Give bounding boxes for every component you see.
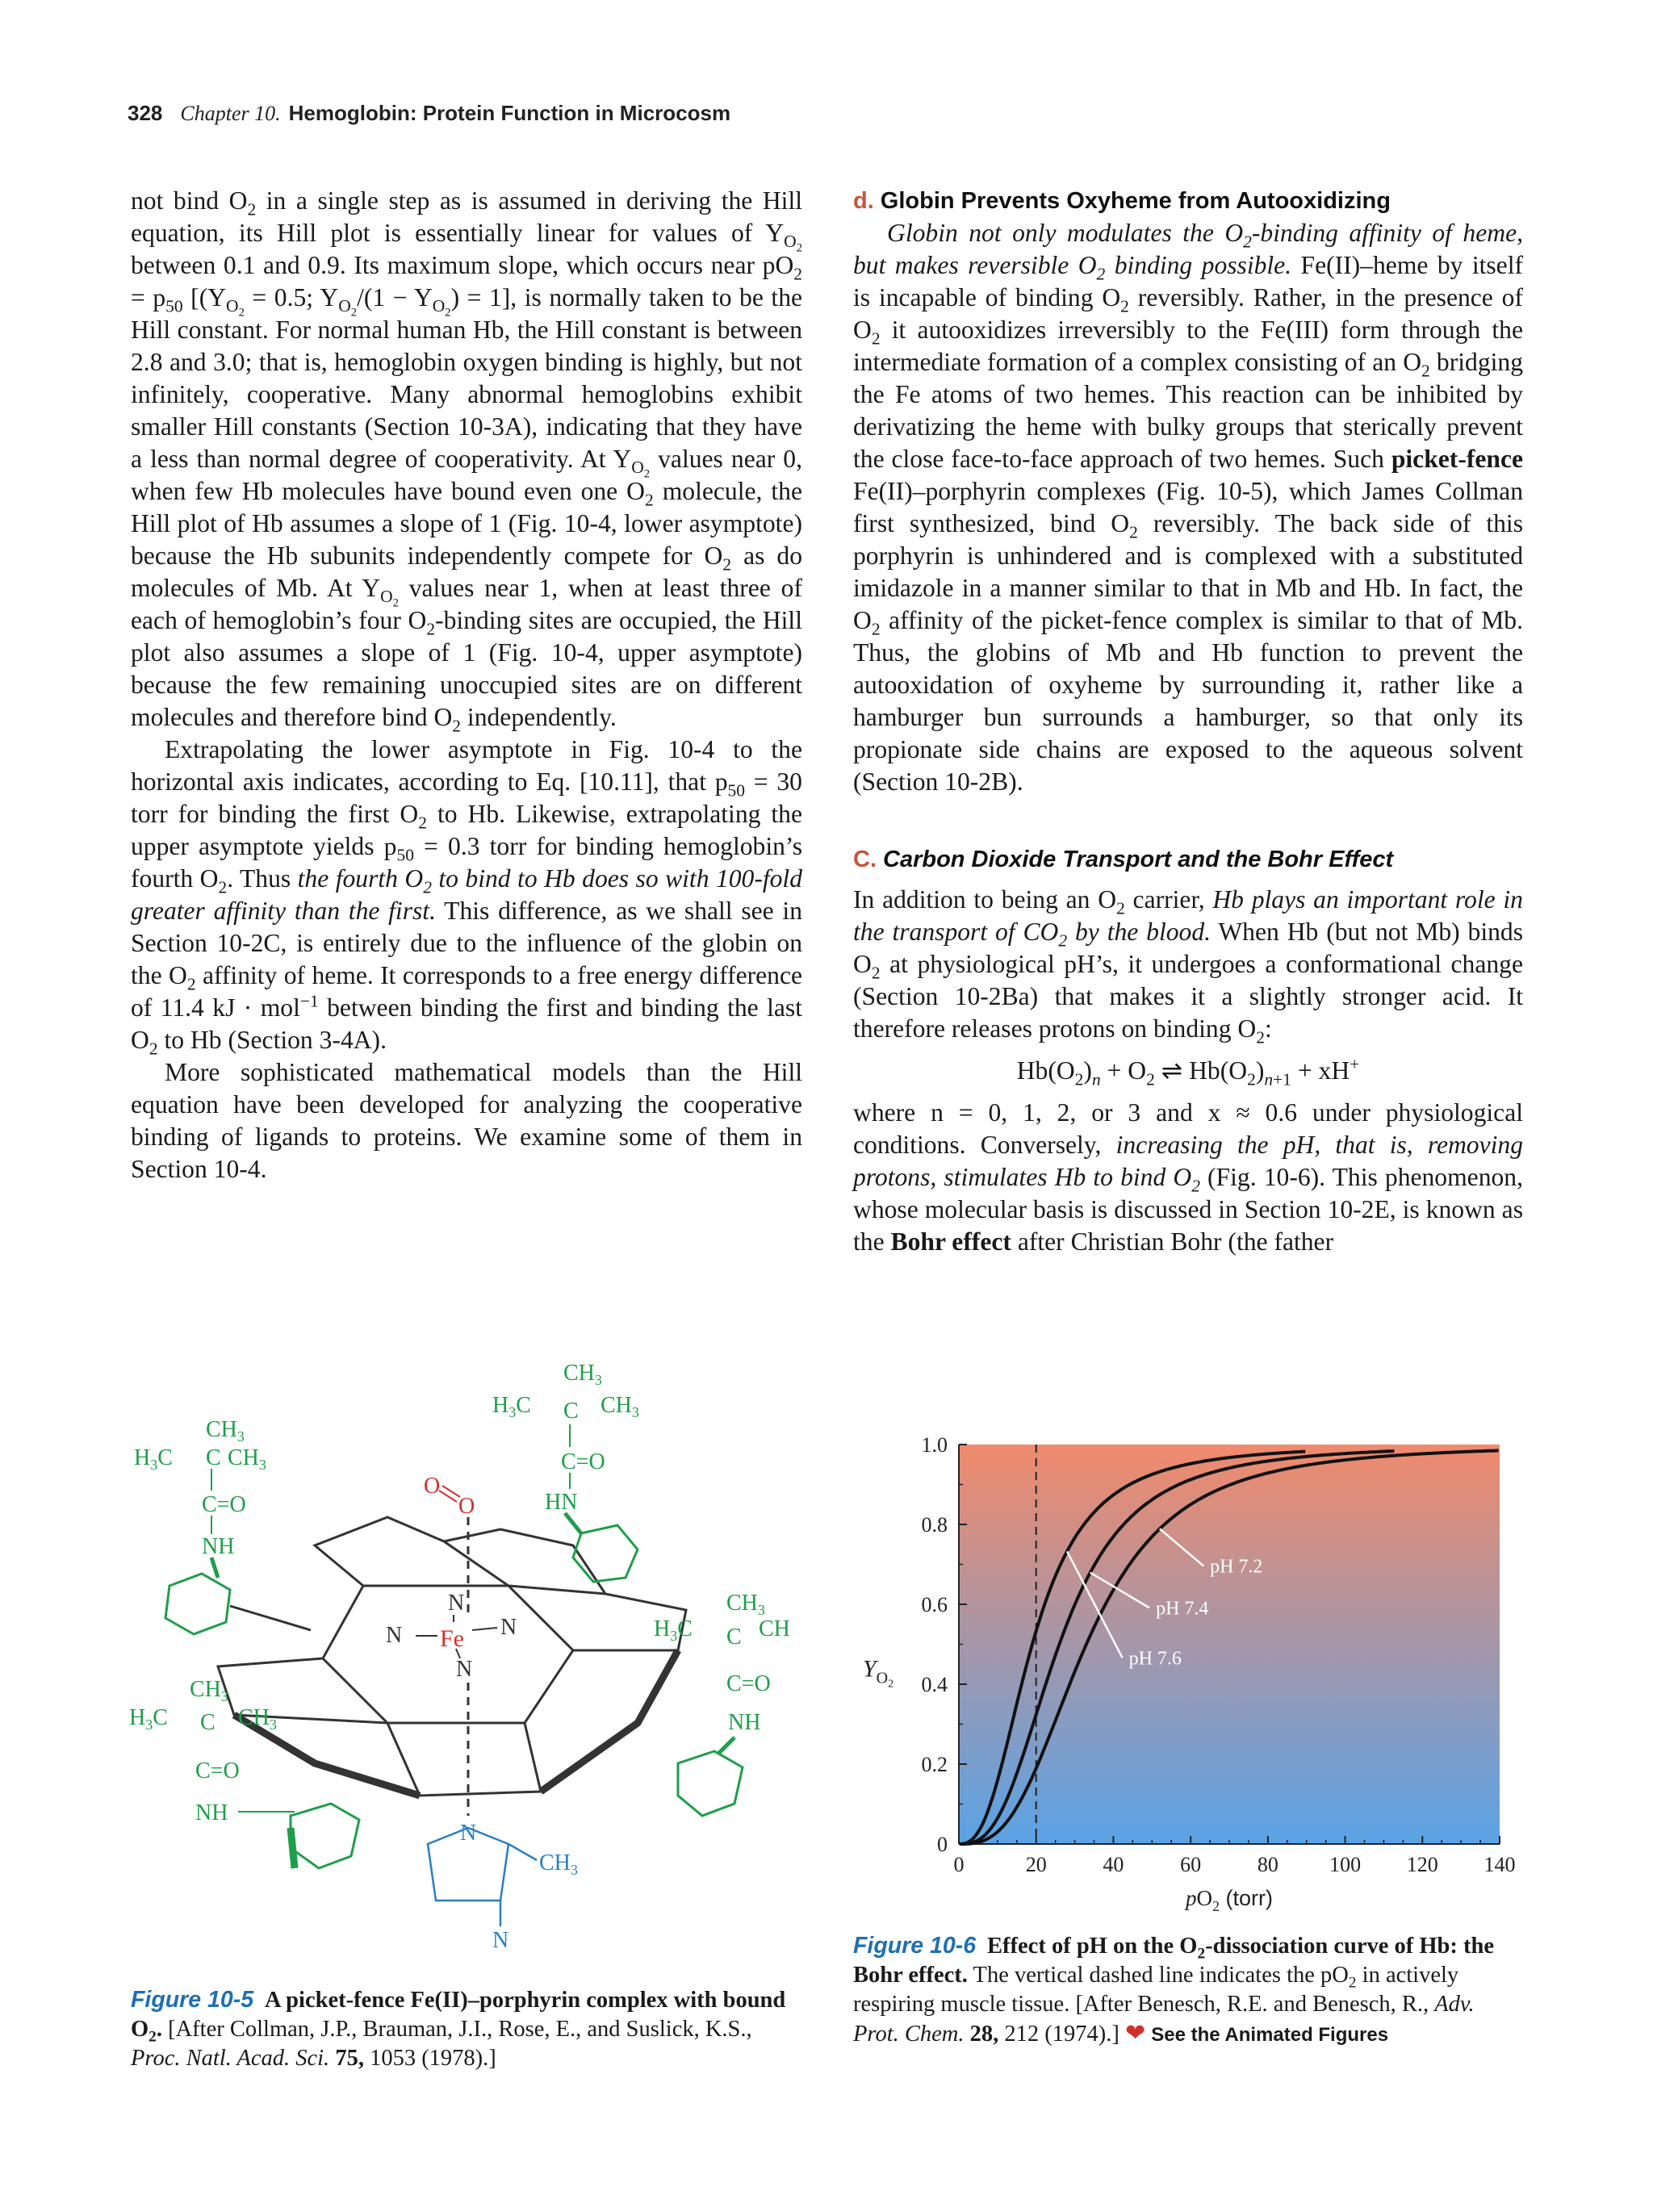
paragraph-bohr-effect: where n = 0, 1, 2, or 3 and x ≈ 0.6 under physiological conditions. Conversely, increasing the pH, that is, removing protons, stimulates Hb to bind $O_2$ (Fig. 10-6). This phenomenon, whose molecular basis is discussed in Section 10-2E, is known as the Bohr effect after Christian Bohr (the father	[853, 1098, 1523, 1256]
x-tick-label: 80	[1257, 1853, 1278, 1876]
iron-atom: Fe	[440, 1625, 464, 1652]
picket2-hn: HN	[545, 1490, 578, 1515]
picket1-carbonyl: C=O	[202, 1492, 246, 1517]
figure-10-5-label: Figure 10-5	[131, 1987, 254, 2013]
picket1-ch3-right: $CH_3$	[228, 1445, 266, 1473]
paragraph-globin: Globin not only modulates the $O_2$-binding affinity of heme, but makes reversible $O_2$ binding possible. Fe(II)–heme by itself is incapable of binding $O_2$ reversibly. Rather, in the presence of $O_2$ it autooxidizes irreversibly to the Fe(III) form through the intermediate formation of a complex consisting of an $O_2$ bridging the Fe atoms of two hemes. This reaction can be inhibited by derivatizing the heme with bulky groups that sterically prevent the close face-to-face approach of two hemes. Such picket-fence Fe(II)–porphyrin complexes (Fig. 10-5), which James Collman first synthesized, bind $O_2$ reversibly. The back side of this porphyrin is unhindered and is complexed with a substituted imidazole in a manner similar to that in Mb and Hb. In fact, the $O_2$ affinity of the picket-fence complex is similar to that of Mb. Thus, the globins of Mb and Hb function to prevent the autooxidation of oxyheme by surrounding it, rather like a hamburger bun surrounds a hamburger, so that only its propionate side chains are exposed to the aqueous solvent (Section 10-2B).	[853, 219, 1524, 796]
picket3-ch3-top: $CH_3$	[726, 1591, 765, 1618]
nitrogen-3: N	[448, 1591, 465, 1616]
left-column	[131, 185, 802, 1185]
page-number: 328	[128, 101, 163, 125]
y-tick-label: 0.6	[921, 1593, 948, 1616]
nitrogen-4: N	[456, 1657, 473, 1682]
x-tick-label: 140	[1484, 1853, 1516, 1876]
picket2-ch3-top: $CH_3$	[563, 1361, 602, 1388]
x-tick-label: 20	[1025, 1853, 1047, 1876]
curve-label: pH 7.6	[1128, 1648, 1182, 1670]
x-tick-label: 0	[953, 1853, 965, 1876]
picket4-nh: NH	[195, 1800, 228, 1825]
plot-area	[959, 1445, 1500, 1844]
bohr-equation: $Hb(O_2)_n + O_2$ ⇌ $Hb(O_2)_{n+1} + xH^+$	[1016, 1054, 1360, 1089]
x-tick-label: 120	[1406, 1853, 1438, 1876]
right-column	[853, 185, 1523, 1258]
picket4-ch3-top: $CH_3$	[190, 1677, 228, 1704]
picket-fence-structure	[121, 1344, 831, 1973]
picket1-nh: NH	[202, 1534, 235, 1559]
figure-10-5-caption: Figure 10-5 A picket-fence Fe(II)–porphyrin complex with bound $O_2$. [After Collman, J.P., Brauman, J.I., Rose, E., and Suslick, K.S., Proc. Natl. Acad. Sci. 75, 1053 (1978).]	[131, 1987, 786, 2071]
figure-10-6-caption: Figure 10-6 Effect of pH on the $O_2$-dissociation curve of Hb: the Bohr effect. The vertical dashed line indicates the $pO_2$ in actively respiring muscle tissue. [After Benesch, R.E. and Benesch, R., Adv. Prot. Chem. 28, 212 (1974).] ❤ See the Animated Figures	[853, 1933, 1494, 2047]
paragraph-hill-plot: not bind $O_2$ in a single step as is assumed in deriving the Hill equation, its Hill plot is essentially linear for values of $Y_{O_2}$ between 0.1 and 0.9. Its maximum slope, which occurs near $pO_2 = p_{50}$ [($Y_{O_2} = 0.5$; $Y_{O_2}/(1 - Y_{O_2}) = 1$], is normally taken to be the Hill constant. For normal human Hb, the Hill constant is between 2.8 and 3.0; that is, hemoglobin oxygen binding is highly, but not infinitely, cooperative. Many abnormal hemoglobins exhibit smaller Hill constants (Section 10-3A), indicating that they have a less than normal degree of cooperativity. At $Y_{O_2}$ values near 0, when few Hb molecules have bound even one $O_2$ molecule, the Hill plot of Hb assumes a slope of 1 (Fig. 10-4, lower asymptote) because the Hb subunits independently compete for $O_2$ as do molecules of Mb. At $Y_{O_2}$ values near 1, when at least three of each of hemoglobin’s four $O_2$-binding sites are occupied, the Hill plot also assumes a slope of 1 (Fig. 10-4, upper asymptote) because the few remaining unoccupied sites are on different molecules and therefore bind $O_2$ independently.	[131, 186, 803, 736]
picket2-h3c: $H_3C$	[492, 1393, 531, 1420]
y-tick-label: 0.4	[921, 1673, 948, 1696]
picket3-carbonyl: C=O	[726, 1671, 771, 1696]
x-tick-label: 60	[1180, 1853, 1202, 1876]
section-heading-c: C. Carbon Dioxide Transport and the Bohr Effect	[853, 847, 1394, 872]
curve-label: pH 7.2	[1210, 1556, 1263, 1578]
running-header	[128, 101, 730, 126]
imidazole-n1: N	[460, 1821, 477, 1846]
picket3-c: C	[726, 1625, 742, 1650]
subsection-heading-d: d. Globin Prevents Oxyheme from Autooxidizing	[853, 188, 1391, 214]
nitrogen-2: N	[500, 1615, 517, 1640]
nitrogen-1: N	[386, 1623, 403, 1648]
imidazole-methyl: $CH_3$	[539, 1850, 578, 1878]
paragraph-models: More sophisticated mathematical models than the Hill equation have been developed for analyzing the cooperative binding of ligands to proteins. We examine some of them in Section 10-4.	[131, 1058, 802, 1183]
y-tick-label: 0	[937, 1833, 948, 1856]
picket1-ch3-top: $CH_3$	[206, 1417, 245, 1445]
x-tick-label: 40	[1103, 1853, 1124, 1876]
x-tick-label: 100	[1329, 1853, 1362, 1876]
paragraph-extrapolation: Extrapolating the lower asymptote in Fig. 10-4 to the horizontal axis indicates, according to Eq. [10.11], that $p_{50} = 30$ torr for binding the first $O_2$ to Hb. Likewise, extrapolating the upper asymptote yields $p_{50} = 0.3$ torr for binding hemoglobin’s fourth $O_2$. Thus the fourth $O_2$ to bind to Hb does so with 100-fold greater affinity than the first. This difference, as we shall see in Section 10-2C, is entirely due to the influence of the globin on the $O_2$ affinity of heme. It corresponds to a free energy difference of 11.4 kJ · mol$^{-1}$ between binding the first and binding the last $O_2$ to Hb (Section 3-4A).	[131, 735, 803, 1059]
picket1-c: C	[206, 1445, 221, 1470]
chapter-title: Hemoglobin: Protein Function in Microcosm	[288, 101, 731, 125]
x-axis-title: $pO_2$ (torr)	[1186, 1886, 1273, 1914]
paragraph-co2-transport: In addition to being an $O_2$ carrier, Hb plays an important role in the transport of $CO_2$ by the blood. When Hb (but not Mb) binds $O_2$ at physiological pH’s, it undergoes a conformational change (Section 10-2Ba) that makes it a slightly stronger acid. It therefore releases protons on binding $O_2$:	[853, 885, 1523, 1047]
picket4-ch3-right: $CH_3$	[238, 1705, 277, 1733]
picket3-nh: NH	[728, 1710, 761, 1735]
picket4-h3c: $H_3C$	[129, 1705, 168, 1733]
animated-figures-link[interactable]: See the Animated Figures	[1151, 2024, 1389, 2046]
bohr-effect-chart	[839, 1420, 1534, 1921]
picket1-h3c: $H_3C$	[134, 1445, 173, 1473]
picket2-c: C	[563, 1399, 579, 1424]
picket4-carbonyl: C=O	[195, 1758, 240, 1783]
oxygen-1: O	[424, 1474, 441, 1499]
chapter-label: Chapter 10.	[180, 102, 281, 125]
porphyrin-ring	[218, 1517, 686, 1796]
oxygen-2: O	[458, 1494, 475, 1519]
y-tick-label: 1.0	[921, 1433, 948, 1457]
y-axis-title: $Y_O2$	[862, 1655, 894, 1691]
picket3-ch: CH	[759, 1616, 790, 1641]
y-tick-label: 0.8	[921, 1513, 948, 1537]
picket2-carbonyl: C=O	[561, 1449, 605, 1474]
core-atoms	[386, 1591, 517, 1682]
picket4-c: C	[200, 1710, 216, 1735]
animated-figures-icon[interactable]: ❤	[1124, 2020, 1146, 2047]
y-tick-label: 0.2	[921, 1753, 948, 1776]
imidazole-n3: N	[492, 1928, 509, 1953]
picket3-h3c: $H_3C$	[654, 1616, 693, 1644]
picket2-ch3-right: $CH_3$	[601, 1393, 639, 1420]
curve-label: pH 7.4	[1156, 1598, 1209, 1620]
figure-10-6-label: Figure 10-6	[853, 1933, 977, 1959]
